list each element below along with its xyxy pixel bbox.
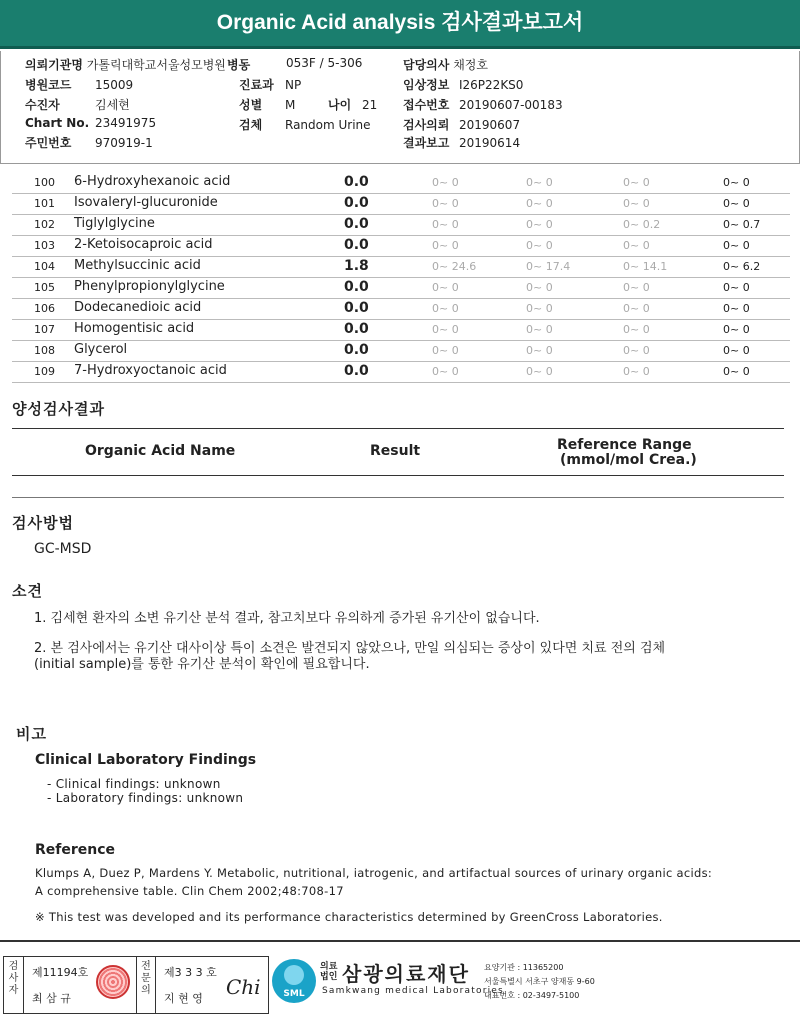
org-prefix: 의료법인: [320, 962, 338, 982]
row-number: 105: [34, 281, 55, 294]
seal-icon: [96, 965, 130, 999]
row-result: 0.0: [344, 363, 369, 379]
org-name: 삼광의료재단: [342, 962, 470, 986]
col-header-result: Result: [370, 443, 421, 459]
row-range-4: 0~ 0: [723, 197, 750, 210]
row-range-4: 0~ 0: [723, 176, 750, 189]
divider: [12, 428, 784, 429]
row-number: 108: [34, 344, 55, 357]
row-range-2: 0~ 17.4: [526, 260, 571, 273]
row-range-2: 0~ 0: [526, 323, 553, 336]
row-range-2: 0~ 0: [526, 239, 553, 252]
row-range-4: 0~ 0: [723, 365, 750, 378]
age-field: 나이 21: [328, 98, 378, 112]
footer: [0, 940, 800, 1021]
row-number: 109: [34, 365, 55, 378]
reference-line-1: Klumps A, Duez P, Mardens Y. Metabolic, nutritional, iatrogenic, and artifactual sources of urinary organic acids:: [35, 866, 713, 880]
divider: [12, 475, 784, 476]
row-range-3: 0~ 0: [623, 281, 650, 294]
row-range-4: 0~ 0: [723, 323, 750, 336]
disclaimer-note: ※ This test was developed and its performance characteristics determined by GreenCross Laboratories.: [35, 910, 663, 924]
row-range-2: 0~ 0: [526, 176, 553, 189]
row-analyte-name: Homogentisic acid: [74, 321, 195, 336]
row-analyte-name: 6-Hydroxyhexanoic acid: [74, 174, 231, 189]
row-range-3: 0~ 0.2: [623, 218, 661, 231]
row-range-4: 0~ 6.2: [723, 260, 761, 273]
table-row: [12, 256, 790, 278]
signature-box: [3, 956, 269, 1014]
receipt-field: 접수번호 20190607-00183: [403, 98, 563, 112]
row-analyte-name: 7-Hydroxyoctanoic acid: [74, 363, 227, 378]
row-number: 103: [34, 239, 55, 252]
row-number: 107: [34, 323, 55, 336]
divider: [12, 497, 784, 498]
method-value: GC-MSD: [34, 541, 92, 557]
report-title: Organic Acid analysis 검사결과보고서: [0, 0, 800, 49]
row-number: 102: [34, 218, 55, 231]
row-range-4: 0~ 0.7: [723, 218, 761, 231]
hospital-field: 의뢰기관명 가톨릭대학교서울성모병원: [25, 58, 226, 72]
row-analyte-name: Isovaleryl-glucuronide: [74, 195, 218, 210]
patient-info-panel: [0, 51, 800, 164]
row-analyte-name: Phenylpropionylglycine: [74, 279, 225, 294]
row-result: 0.0: [344, 195, 369, 211]
opinion-section-title: 소견: [12, 582, 43, 600]
clinical-field: 임상정보 I26P22KS0: [403, 78, 524, 92]
row-analyte-name: 2-Ketoisocaproic acid: [74, 237, 213, 252]
positive-section-title: 양성검사결과: [12, 400, 105, 418]
sml-logo-icon: SML: [272, 959, 316, 1003]
row-number: 101: [34, 197, 55, 210]
sex-field: 성별 M: [239, 98, 296, 112]
row-result: 0.0: [344, 342, 369, 358]
org-english-name: Samkwang medical Laboratories: [322, 986, 504, 996]
table-row: [12, 340, 790, 362]
table-row: [12, 214, 790, 236]
table-row: [12, 319, 790, 341]
row-analyte-name: Glycerol: [74, 342, 128, 357]
table-row: [12, 235, 790, 257]
row-range-1: 0~ 0: [432, 365, 459, 378]
specimen-field: 검체 Random Urine: [239, 118, 371, 132]
signature-icon: Chi: [226, 975, 261, 999]
row-range-3: 0~ 14.1: [623, 260, 668, 273]
row-analyte-name: Tiglylglycine: [74, 216, 155, 231]
col-header-name: Organic Acid Name: [85, 443, 236, 459]
row-range-1: 0~ 0: [432, 281, 459, 294]
clinical-findings-title: Clinical Laboratory Findings: [35, 752, 257, 768]
request-field: 검사의뢰 20190607: [403, 118, 521, 132]
row-range-2: 0~ 0: [526, 218, 553, 231]
specialist-label: 전문의: [136, 957, 156, 1013]
doctor-field: 담당의사 채정호: [403, 58, 488, 72]
row-range-1: 0~ 0: [432, 197, 459, 210]
laboratory-findings-line: - Laboratory findings: unknown: [47, 791, 244, 805]
org-phone: 대표번호 : 02-3497-5100: [484, 991, 580, 1000]
row-range-4: 0~ 0: [723, 281, 750, 294]
id-field: 주민번호 970919-1: [25, 136, 153, 150]
row-range-3: 0~ 0: [623, 365, 650, 378]
clinical-findings-line: - Clinical findings: unknown: [47, 777, 221, 791]
reference-line-2: A comprehensive table. Clin Chem 2002;48:708-17: [35, 884, 344, 898]
row-range-3: 0~ 0: [623, 323, 650, 336]
row-range-1: 0~ 24.6: [432, 260, 477, 273]
specialist-name: 지 현 영: [164, 992, 203, 1005]
ward-value: 053F / 5-306: [286, 56, 363, 70]
report-date-field: 결과보고 20190614: [403, 136, 521, 150]
opinion-line-1: 1. 김세현 환자의 소변 유기산 분석 결과, 참고치보다 유의하게 증가된 유기산이 없습니다.: [34, 611, 540, 626]
row-range-2: 0~ 0: [526, 365, 553, 378]
row-result: 0.0: [344, 300, 369, 316]
row-analyte-name: Dodecanedioic acid: [74, 300, 202, 315]
row-range-3: 0~ 0: [623, 239, 650, 252]
row-range-2: 0~ 0: [526, 344, 553, 357]
row-result: 0.0: [344, 321, 369, 337]
opinion-line-2-cont: (initial sample)를 통한 유기산 분석이 확인에 필요합니다.: [34, 657, 370, 672]
remarks-section-title: 비고: [16, 725, 47, 743]
row-range-2: 0~ 0: [526, 281, 553, 294]
row-range-3: 0~ 0: [623, 302, 650, 315]
reference-title: Reference: [35, 842, 116, 858]
row-range-3: 0~ 0: [623, 344, 650, 357]
org-address: 서울특별시 서초구 양재동 9-60: [484, 977, 595, 986]
row-range-1: 0~ 0: [432, 176, 459, 189]
row-result: 0.0: [344, 174, 369, 190]
examiner-license: 제11194호: [32, 966, 89, 979]
row-result: 0.0: [344, 237, 369, 253]
row-number: 100: [34, 176, 55, 189]
ward-field: 병동: [227, 58, 251, 72]
row-number: 104: [34, 260, 55, 273]
row-range-1: 0~ 0: [432, 218, 459, 231]
specialist-license: 제3 3 3 호: [164, 966, 217, 979]
row-result: 1.8: [344, 258, 369, 274]
row-range-4: 0~ 0: [723, 344, 750, 357]
table-row: [12, 298, 790, 320]
row-range-1: 0~ 0: [432, 344, 459, 357]
patient-field: 수진자 김세현: [25, 98, 130, 112]
opinion-line-2: 2. 본 검사에서는 유기산 대사이상 특이 소견은 발견되지 않았으나, 만일 의심되는 증상이 있다면 치료 전의 검체: [34, 641, 666, 656]
chart-field: Chart No. 23491975: [25, 116, 157, 130]
row-range-2: 0~ 0: [526, 302, 553, 315]
dept-field: 진료과 NP: [239, 78, 302, 92]
table-row: [12, 361, 790, 383]
table-row: [12, 193, 790, 215]
examiner-label: 검사자: [4, 957, 24, 1013]
row-analyte-name: Methylsuccinic acid: [74, 258, 201, 273]
row-range-3: 0~ 0: [623, 197, 650, 210]
row-number: 106: [34, 302, 55, 315]
table-row: [12, 277, 790, 299]
row-range-4: 0~ 0: [723, 302, 750, 315]
org-code: 요양기관 : 11365200: [484, 963, 564, 972]
col-header-reference: Reference Range: [557, 437, 692, 453]
examiner-name: 최 삼 규: [32, 992, 71, 1005]
row-range-1: 0~ 0: [432, 239, 459, 252]
code-field: 병원코드 15009: [25, 78, 134, 92]
method-section-title: 검사방법: [12, 514, 74, 532]
row-range-1: 0~ 0: [432, 323, 459, 336]
row-range-2: 0~ 0: [526, 197, 553, 210]
row-range-4: 0~ 0: [723, 239, 750, 252]
row-result: 0.0: [344, 279, 369, 295]
row-range-3: 0~ 0: [623, 176, 650, 189]
row-range-1: 0~ 0: [432, 302, 459, 315]
row-result: 0.0: [344, 216, 369, 232]
col-header-reference-unit: (mmol/mol Crea.): [560, 452, 697, 468]
table-row: [12, 172, 790, 194]
